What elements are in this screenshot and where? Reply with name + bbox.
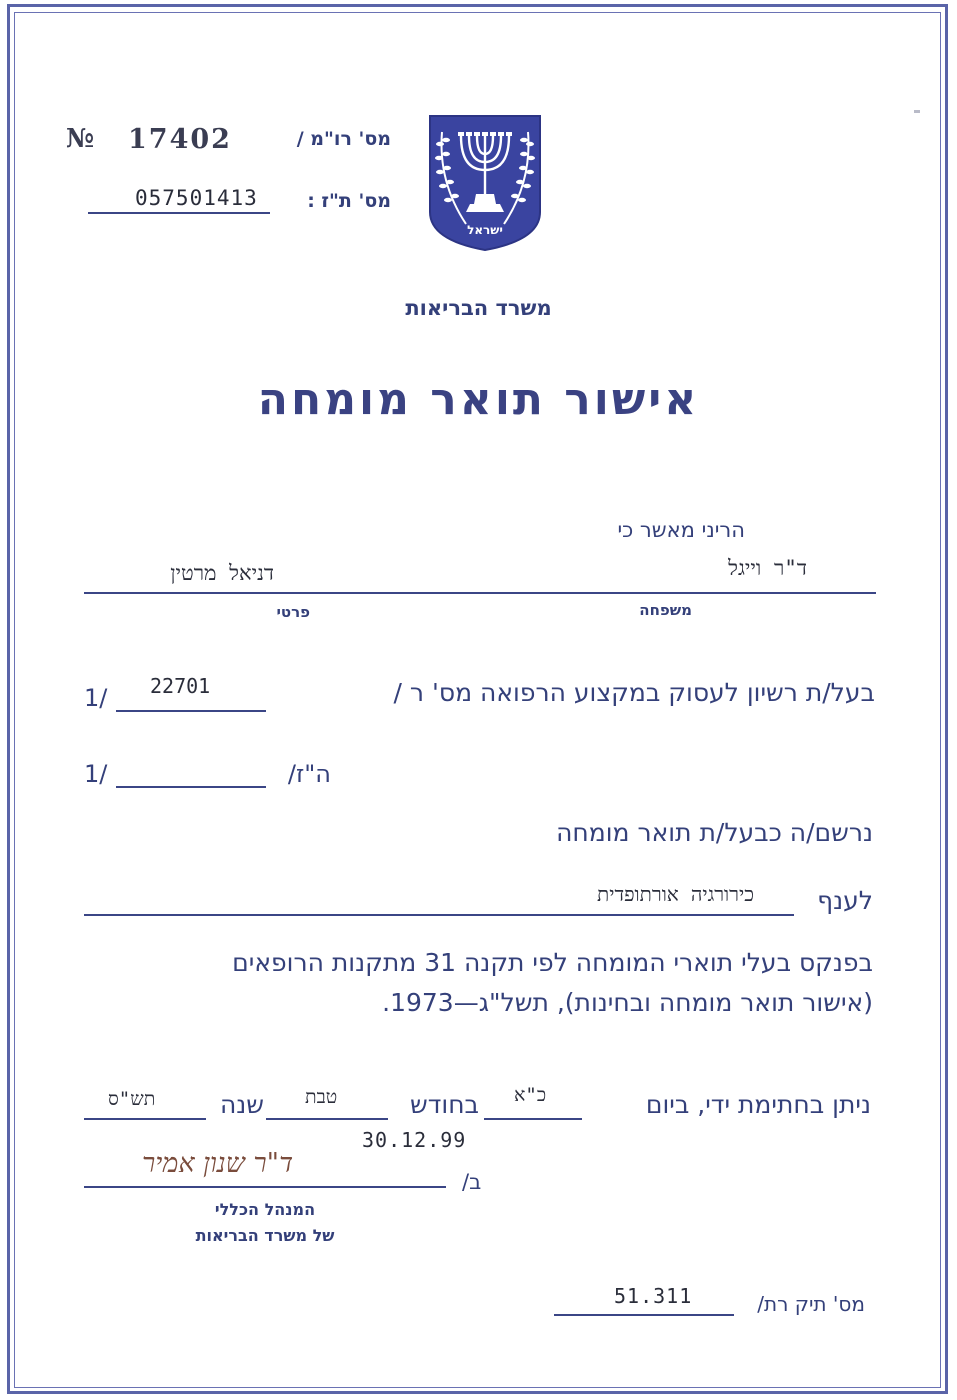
gregorian-date: 30.12.99 bbox=[362, 1128, 467, 1152]
license-text: בעל/ת רשיון לעסוק במקצוע הרפואה מס' ר / bbox=[393, 678, 875, 707]
month-value: טבת bbox=[305, 1086, 338, 1108]
document-title: אישור תואר מומחה bbox=[257, 374, 700, 425]
number-sign: № bbox=[66, 124, 95, 154]
first-name-value: דניאל מרטין bbox=[170, 561, 274, 585]
certify-text: הריני מאשר כי bbox=[617, 518, 745, 542]
signature-line bbox=[84, 1186, 446, 1188]
specialty-value: כירורגיה אורתופדית bbox=[597, 882, 754, 906]
file-number-line bbox=[554, 1314, 734, 1316]
signatory-title: המנהל הכללי bbox=[214, 1200, 316, 1219]
id-number-label: מס' ת"ז : bbox=[307, 190, 391, 212]
file-number-value: 51.311 bbox=[614, 1284, 693, 1308]
license-number-value: 22701 bbox=[150, 674, 211, 698]
id-number-value: 057501413 bbox=[135, 186, 258, 210]
signature-prefix: ב/ bbox=[462, 1170, 482, 1194]
mz-line bbox=[116, 786, 266, 788]
last-name-label: משפחה bbox=[639, 601, 692, 619]
name-line bbox=[84, 592, 876, 594]
specialty-line bbox=[84, 914, 794, 916]
id-number-line bbox=[88, 212, 270, 214]
signatory-office: של משרד הבריאות bbox=[195, 1226, 335, 1245]
year-label: שנה bbox=[219, 1090, 264, 1119]
mz-suffix: 1/ bbox=[84, 760, 108, 788]
certificate-number: 17402 bbox=[128, 124, 232, 155]
day-line bbox=[484, 1118, 582, 1120]
license-suffix: 1/ bbox=[84, 684, 108, 712]
certificate-number-label: מס' רו"מ / bbox=[296, 128, 391, 150]
mz-prefix: ה"ז/ bbox=[287, 760, 331, 788]
handwritten-signature: ד"ר שנון אמיר bbox=[142, 1148, 294, 1179]
regulation-text-line1: בפנקס בעלי תוארי המומחה לפי תקנה 31 מתקנות הרופאים bbox=[232, 948, 873, 977]
month-label: בחודש bbox=[410, 1090, 479, 1119]
license-number-line bbox=[116, 710, 266, 712]
specialty-label: לענף bbox=[817, 886, 873, 915]
state-emblem-icon bbox=[426, 112, 544, 252]
registered-text: נרשם/ה כבעל/ת תואר מומחה bbox=[556, 818, 873, 847]
emblem-inscription: ישראל bbox=[467, 223, 503, 237]
day-value: כ"א bbox=[514, 1084, 547, 1106]
given-text: ניתן בחתימת ידי, ביום bbox=[645, 1090, 871, 1119]
first-name-label: פרטי bbox=[276, 603, 310, 621]
file-number-label: מס' תיק רת/ bbox=[757, 1292, 865, 1316]
ministry-name: משרד הבריאות bbox=[405, 296, 552, 320]
month-line bbox=[266, 1118, 388, 1120]
regulation-text-line2: (אישור תואר מומחה ובחינות), תשל"ג—1973. bbox=[382, 988, 873, 1017]
year-value: תש"ס bbox=[108, 1088, 156, 1110]
last-name-value: ד"ר וייגל bbox=[728, 556, 807, 580]
year-line bbox=[84, 1118, 206, 1120]
corner-mark bbox=[914, 110, 920, 113]
